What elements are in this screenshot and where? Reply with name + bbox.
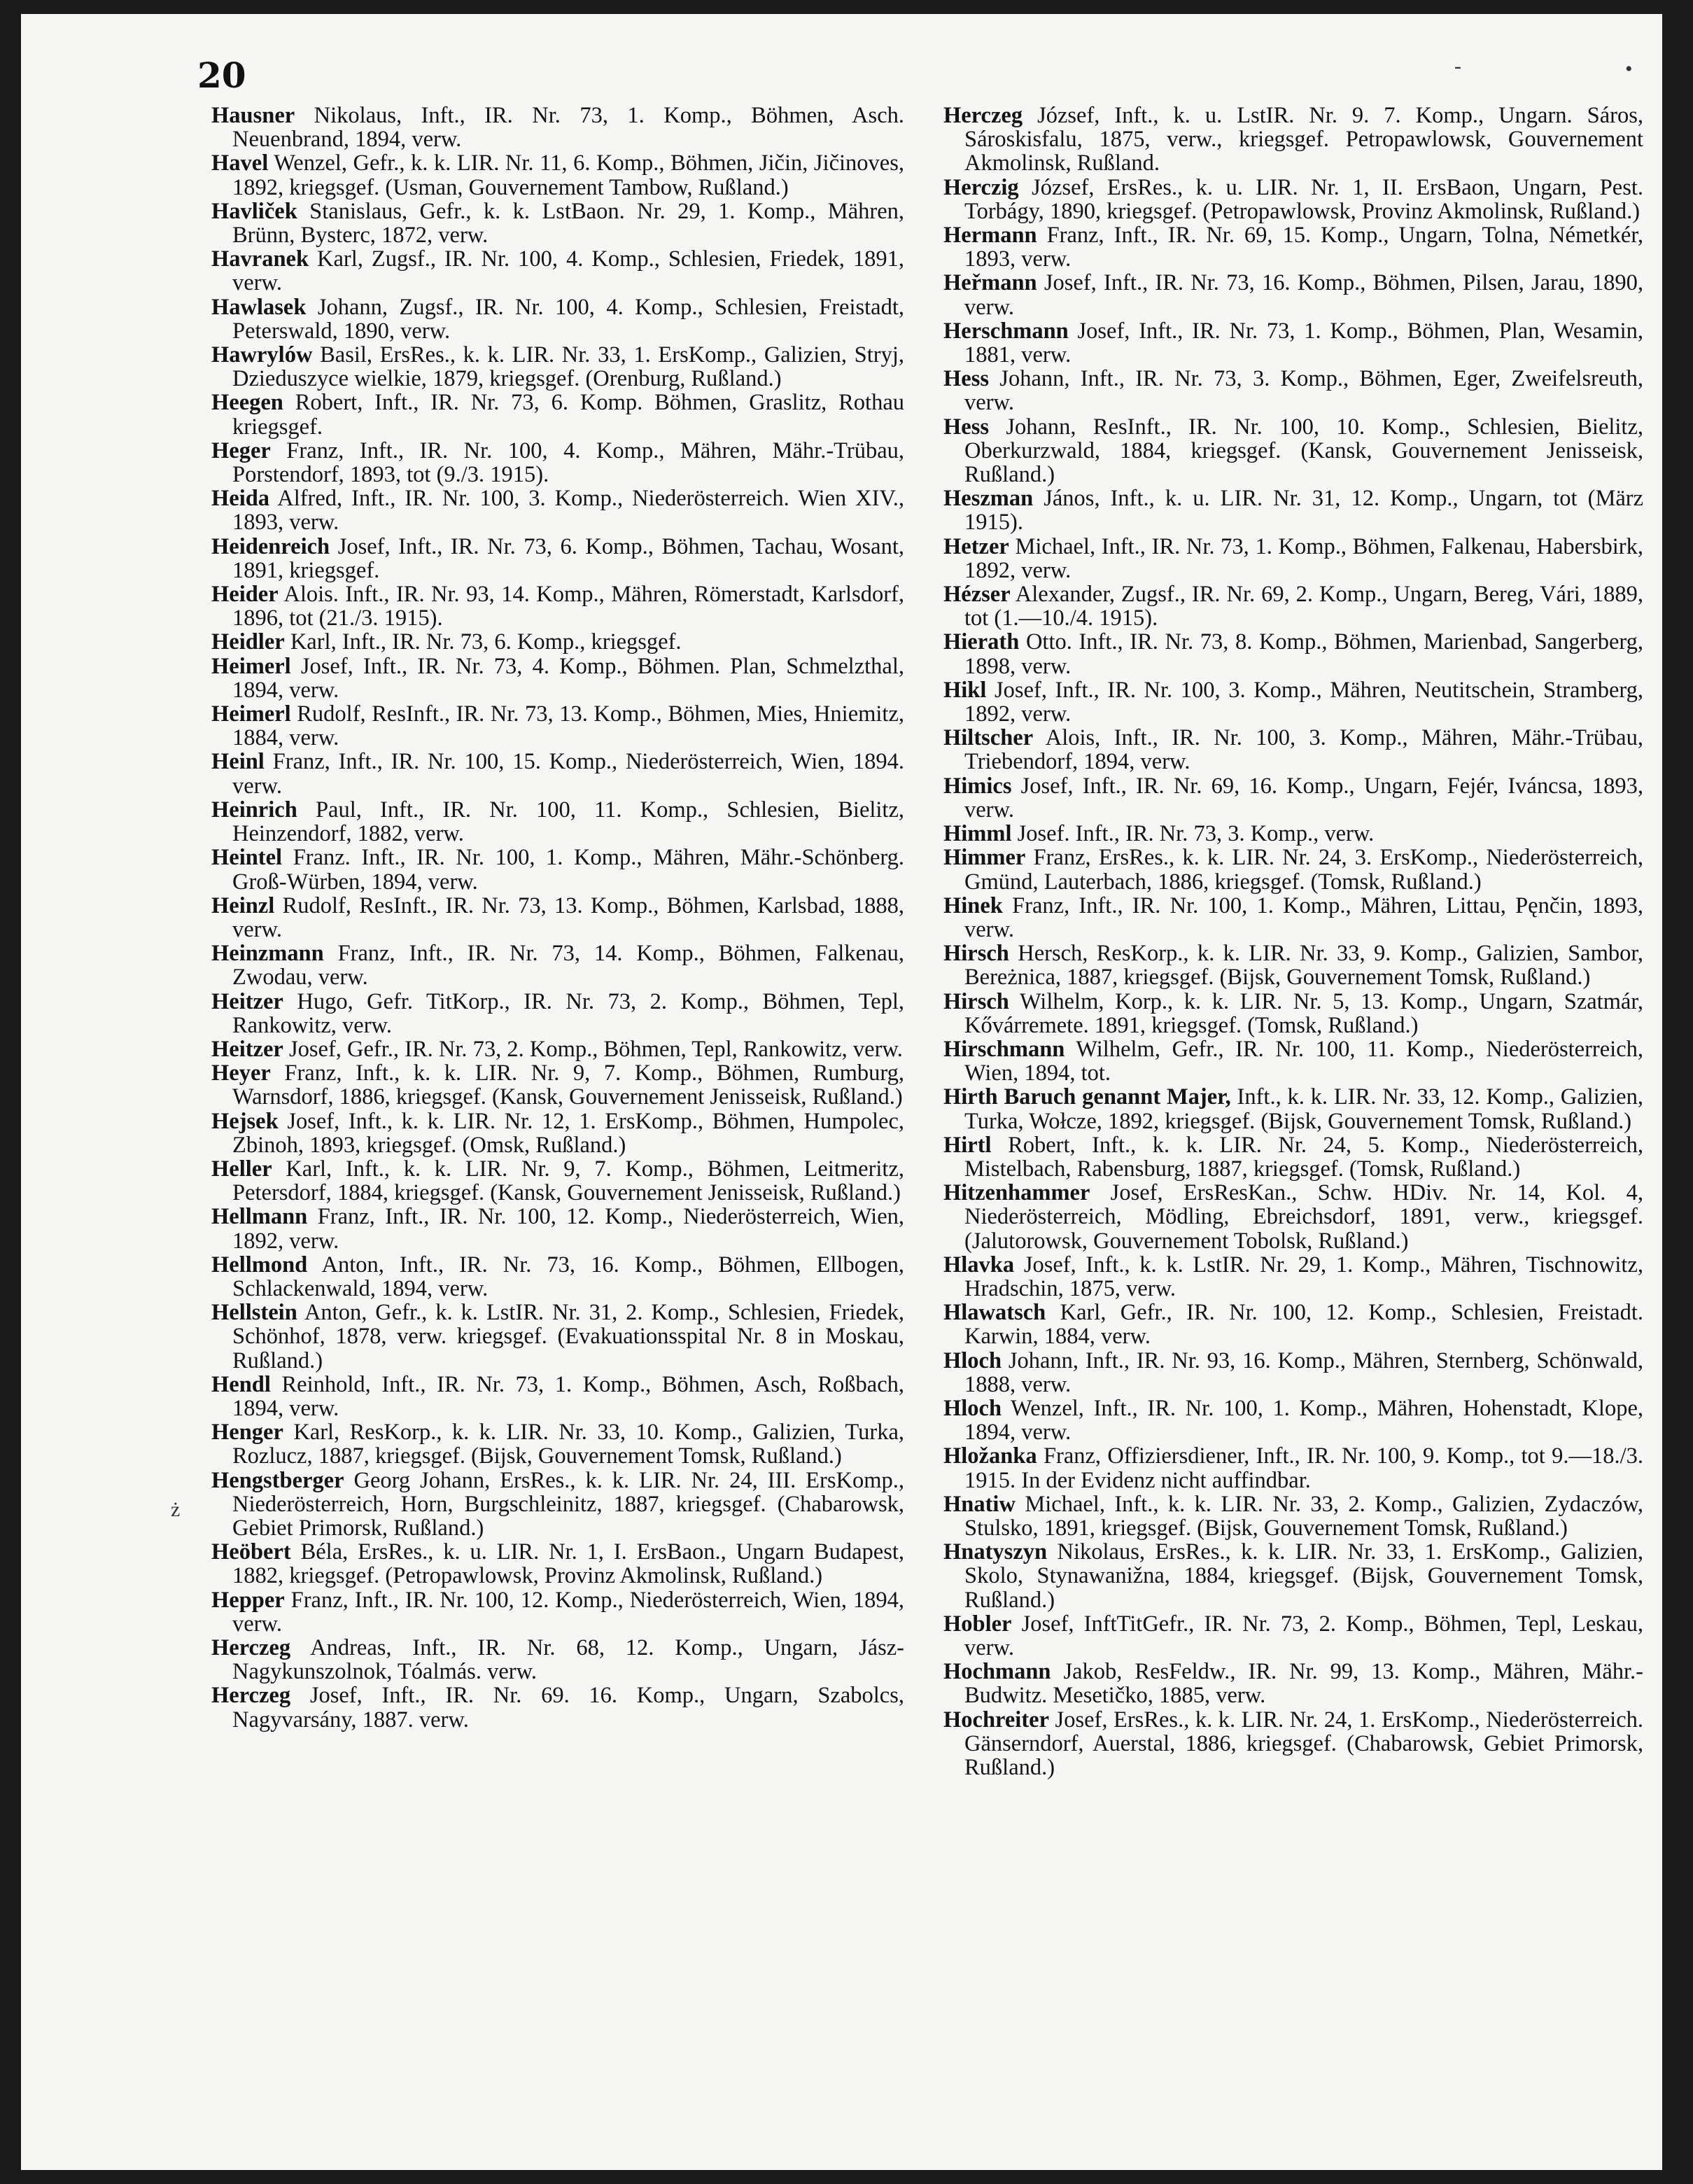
entry-details: Otto. Inft., IR. Nr. 73, 8. Komp., Böhmen, Marienbad, Sangerberg, 1898, verw. — [964, 629, 1643, 679]
register-entry — [943, 104, 1643, 176]
register-entry — [211, 1301, 904, 1373]
register-entry — [211, 582, 904, 630]
entry-surname: Heöbert — [211, 1539, 291, 1565]
entry-details: Béla, ErsRes., k. u. LIR. Nr. 1, I. ErsBaon., Ungarn Budapest, 1882, kriegsgef. (Petropawlowsk, Provinz Akmolinsk, Rußland.) — [232, 1539, 905, 1589]
entry-surname: Herczig — [943, 174, 1019, 200]
register-entry — [943, 415, 1643, 487]
entry-details: János, Inft., k. u. LIR. Nr. 31, 12. Komp., Ungarn, tot (März 1915). — [964, 486, 1644, 536]
entry-details: Josef, Inft., IR. Nr. 73, 16. Komp., Böhmen, Pilsen, Jarau, 1890, verw. — [964, 270, 1643, 320]
entry-surname: Hierath — [943, 629, 1020, 655]
entry-surname: Heimerl — [211, 701, 291, 727]
register-entry — [211, 1157, 904, 1205]
register-entry — [211, 990, 904, 1037]
entry-surname: Havliček — [211, 198, 297, 224]
register-entry — [943, 678, 1643, 726]
entry-details: Josef, Inft., IR. Nr. 73, 6. Komp., Böhmen, Tachau, Wosant, 1891, kriegsgef. — [232, 533, 905, 583]
register-entry — [211, 104, 904, 151]
entry-surname: Heider — [211, 582, 279, 608]
entry-surname: Heyer — [211, 1060, 271, 1086]
entry-surname: Hloch — [943, 1348, 1002, 1373]
entry-surname: Hess — [943, 366, 989, 392]
entry-surname: Herczeg — [211, 1683, 291, 1709]
register-entry — [211, 295, 904, 343]
register-entry — [211, 343, 904, 391]
entry-details: Rudolf, ResInft., IR. Nr. 73, 13. Komp., Böhmen, Mies, Hniemitz, 1884, verw. — [232, 701, 905, 751]
register-entry — [943, 1612, 1643, 1660]
margin-dash-mark: - — [1454, 55, 1461, 78]
entry-surname: Hengstberger — [211, 1467, 344, 1493]
register-entry — [211, 654, 904, 702]
entry-details: Franz, Inft., IR. Nr. 100, 15. Komp., Niederösterreich, Wien, 1894. verw. — [232, 749, 905, 799]
register-entry — [211, 1205, 904, 1252]
entry-details: Karl, Gefr., IR. Nr. 100, 12. Komp., Schlesien, Freistadt. Karwin, 1884, verw. — [964, 1300, 1643, 1350]
entry-surname: Heger — [211, 438, 271, 463]
entry-surname: Hirsch — [943, 941, 1009, 967]
register-entry — [211, 846, 904, 893]
entry-details: Karl, ResKorp., k. k. LIR. Nr. 33, 10. Komp., Galizien, Turka, Rozlucz, 1887, kriegsgef. (Bijsk, Gouvernement Tomsk, Rußland.) — [232, 1420, 904, 1469]
register-entry — [943, 367, 1643, 414]
entry-surname: Heidler — [211, 629, 285, 655]
entry-details: Josef, Inft., IR. Nr. 73, 1. Komp., Böhmen, Plan, Wesamin, 1881, verw. — [964, 318, 1644, 368]
entry-details: Jakob, ResFeldw., IR. Nr. 99, 13. Komp., Mähren, Mähr.-Budwitz. Mesetičko, 1885, verw. — [964, 1659, 1643, 1709]
entry-surname: Heimerl — [211, 653, 291, 679]
entry-surname: Hitzenhammer — [943, 1180, 1090, 1206]
register-entry — [943, 846, 1643, 893]
entry-details: Josef, ErsRes., k. k. LIR. Nr. 24, 1. ErsKomp., Niederösterreich. Gänserndorf, Auerstal, 1886, kriegsgef. (Chabarowsk, Gebiet Primorsk, Rußland.) — [964, 1707, 1644, 1781]
entry-details: Wenzel, Gefr., k. k. LIR. Nr. 11, 6. Komp., Böhmen, Jičin, Jičinoves, 1892, kriegsgef. (Usman, Gouvernement Tambow, Rußland.) — [232, 150, 904, 200]
entry-details: Josef, Inft., IR. Nr. 73, 4. Komp., Böhmen. Plan, Schmelzthal, 1894, verw. — [232, 653, 904, 703]
register-entry — [943, 1253, 1643, 1301]
entry-surname: Hikl — [943, 677, 987, 703]
register-entry — [943, 774, 1643, 822]
register-entry — [211, 535, 904, 582]
entry-surname: Hermann — [943, 223, 1037, 248]
entry-details: Paul, Inft., IR. Nr. 100, 11. Komp., Schlesien, Bielitz, Heinzendorf, 1882, verw. — [232, 797, 905, 847]
entry-surname: Hlawatsch — [943, 1300, 1046, 1326]
document-page — [21, 14, 1662, 2170]
entry-surname: Heitzer — [211, 988, 283, 1014]
register-entry — [211, 1684, 904, 1731]
entry-details: Wilhelm, Korp., k. k. LIR. Nr. 5, 13. Komp., Ungarn, Szatmár, Kővárremete. 1891, kriegsgef. (Tomsk, Rußland.) — [964, 988, 1643, 1038]
entry-details: Reinhold, Inft., IR. Nr. 73, 1. Komp., Böhmen, Asch, Roßbach, 1894, verw. — [232, 1371, 905, 1421]
register-entry — [943, 894, 1643, 941]
register-entry — [943, 176, 1643, 223]
register-entry — [943, 630, 1643, 678]
entry-details: Josef, Inft., k. k. LstIR. Nr. 29, 1. Komp., Mähren, Tischnowitz, Hradschin, 1875, verw. — [964, 1252, 1644, 1301]
entry-surname: Himmer — [943, 845, 1026, 871]
register-entry — [211, 941, 904, 989]
register-entry — [943, 1396, 1643, 1444]
entry-details: Anton, Inft., IR. Nr. 73, 16. Komp., Böhmen, Ellbogen, Schlackenwald, 1894, verw. — [232, 1252, 904, 1301]
entry-details: Franz, Inft., IR. Nr. 100, 12. Komp., Niederösterreich, Wien, 1892, verw. — [232, 1204, 904, 1254]
register-entry — [211, 750, 904, 797]
register-entry — [943, 535, 1643, 582]
entry-surname: Henger — [211, 1420, 283, 1446]
entry-details: Andreas, Inft., IR. Nr. 68, 12. Komp., Ungarn, Jász-Nagykunszolnok, Tóalmás. verw. — [232, 1635, 904, 1685]
register-entry — [211, 630, 904, 654]
entry-details: Robert, Inft., IR. Nr. 73, 6. Komp. Böhmen, Graslitz, Rothau kriegsgef. — [232, 390, 904, 440]
entry-details: Josef, Inft., IR. Nr. 100, 3. Komp., Mähren, Neutitschein, Stramberg, 1892, verw. — [964, 677, 1644, 727]
register-entry — [943, 486, 1643, 534]
entry-surname: Hochreiter — [943, 1707, 1049, 1732]
entry-surname: Himml — [943, 821, 1012, 847]
entry-surname: Hlavka — [943, 1252, 1015, 1278]
entry-surname: Hawrylów — [211, 342, 313, 368]
entry-surname: Hirschmann — [943, 1036, 1065, 1062]
register-entry — [211, 798, 904, 846]
register-entry — [943, 1037, 1643, 1085]
entry-details: Wilhelm, Gefr., IR. Nr. 100, 11. Komp., Niederösterreich, Wien, 1894, tot. — [964, 1036, 1643, 1086]
entry-surname: Hložanka — [943, 1443, 1037, 1469]
register-entry — [211, 1253, 904, 1301]
entry-details: Josef, Inft., k. k. LIR. Nr. 12, 1. ErsKomp., Böhmen, Humpolec, Zbinoh, 1893, kriegsgef. (Omsk, Rußland.) — [232, 1108, 905, 1158]
entry-details: Karl, Inft., IR. Nr. 73, 6. Komp., kriegsgef. — [290, 629, 682, 655]
entry-details: Alois, Inft., IR. Nr. 100, 3. Komp., Mähren, Mähr.-Trübau, Triebendorf, 1894, verw. — [964, 725, 1643, 775]
entry-surname: Hloch — [943, 1395, 1002, 1421]
entry-surname: Heřmann — [943, 270, 1037, 296]
entry-surname: Herczeg — [943, 103, 1023, 128]
entry-surname: Heinzmann — [211, 941, 324, 967]
entry-details: Johann, ResInft., IR. Nr. 100, 10. Komp., Schlesien, Bielitz, Oberkurzwald, 1884, kriegsgef. (Kansk, Gouvernement Jenisseisk, Rußland.) — [964, 414, 1644, 488]
register-entry — [943, 990, 1643, 1037]
entry-details: Josef, ErsResKan., Schw. HDiv. Nr. 14, Kol. 4, Niederösterreich, Mödling, Ebreichsdorf, 1891, verw., kriegsgef. (Jalutorowsk, Gouvernement Tobolsk, Rußland.) — [964, 1180, 1643, 1254]
entry-details: Josef. Inft., IR. Nr. 73, 3. Komp., verw. — [1017, 821, 1375, 847]
entry-surname: Hirth Baruch genannt Majer, — [943, 1084, 1231, 1110]
register-entry — [211, 439, 904, 486]
register-entry — [943, 1444, 1643, 1492]
entry-details: Wenzel, Inft., IR. Nr. 100, 1. Komp., Mähren, Hohenstadt, Klope, 1894, verw. — [964, 1395, 1644, 1446]
entry-surname: Heinrich — [211, 797, 297, 822]
entry-surname: Hepper — [211, 1587, 285, 1613]
entry-details: Franz, Inft., IR. Nr. 100, 1. Komp., Mähren, Littau, Pęnčin, 1893, verw. — [964, 892, 1643, 942]
entry-details: Georg Johann, ErsRes., k. k. LIR. Nr. 24, III. ErsKomp., Niederösterreich, Horn, Burgschleinitz, 1887, kriegsgef. (Chabarowsk, Gebiet Primorsk, Rußland.) — [232, 1467, 905, 1541]
entry-details: Nikolaus, Inft., IR. Nr. 73, 1. Komp., Böhmen, Asch. Neuenbrand, 1894, verw. — [232, 103, 904, 153]
register-entry — [211, 247, 904, 295]
entry-surname: Hnatyszyn — [943, 1539, 1048, 1565]
register-entry — [943, 1492, 1643, 1540]
entry-surname: Hellmond — [211, 1252, 308, 1278]
register-entry — [211, 391, 904, 438]
entry-details: Josef, Inft., IR. Nr. 69, 16. Komp., Ungarn, Fejér, Iváncsa, 1893, verw. — [964, 773, 1643, 822]
entry-details: Franz, Offiziersdiener, Inft., IR. Nr. 100, 9. Komp., tot 9.—18./3. 1915. In der Evidenz nicht auffindbar. — [964, 1443, 1643, 1493]
register-entry — [211, 1061, 904, 1109]
entry-surname: Hirsch — [943, 988, 1009, 1014]
entry-details: József, Inft., k. u. LstIR. Nr. 9. 7. Komp., Ungarn. Sáros, Sároskisfalu, 1875, verw., kriegsgef. Petropawlowsk, Gouvernement Akmolinsk, Rußland. — [964, 103, 1644, 176]
entry-surname: Hetzer — [943, 533, 1009, 559]
entry-details: Franz, Inft., IR. Nr. 100, 4. Komp., Mähren, Mähr.-Trübau, Porstendorf, 1893, tot (9./3. 1915). — [232, 438, 904, 488]
register-entry — [943, 582, 1643, 630]
entry-details: Alexander, Zugsf., IR. Nr. 69, 2. Komp., Ungarn, Bereg, Vári, 1889, tot (1.—10./4. 1915). — [964, 582, 1643, 631]
entry-surname: Heegen — [211, 390, 283, 416]
register-entry — [211, 1110, 904, 1157]
entry-details: Franz, Inft., IR. Nr. 73, 14. Komp., Böhmen, Falkenau, Zwodau, verw. — [232, 941, 905, 990]
entry-details: Johann, Inft., IR. Nr. 93, 16. Komp., Mähren, Sternberg, Schönwald, 1888, verw. — [964, 1348, 1643, 1397]
register-entry — [943, 726, 1643, 774]
margin-left-mark: ż — [171, 1498, 181, 1521]
entry-surname: Hellmann — [211, 1204, 308, 1230]
register-entry — [211, 1588, 904, 1636]
entry-surname: Hinek — [943, 892, 1003, 918]
entry-details: Franz. Inft., IR. Nr. 100, 1. Komp., Mähren, Mähr.-Schönberg. Groß-Würben, 1894, verw. — [232, 845, 904, 895]
register-entry — [211, 1469, 904, 1541]
entry-surname: Hejsek — [211, 1108, 279, 1134]
entry-surname: Herschmann — [943, 318, 1069, 344]
entry-surname: Heidenreich — [211, 533, 330, 559]
entry-surname: Heller — [211, 1156, 272, 1182]
entry-surname: Hézser — [943, 582, 1011, 608]
entry-details: Johann, Inft., IR. Nr. 73, 3. Komp., Böhmen, Eger, Zweifelsreuth, verw. — [964, 366, 1644, 416]
entry-surname: Himics — [943, 773, 1012, 799]
register-entry — [211, 486, 904, 534]
entry-details: Franz, ErsRes., k. k. LIR. Nr. 24, 3. ErsKomp., Niederösterreich, Gmünd, Lauterbach, 1886, kriegsgef. (Tomsk, Rußland.) — [964, 845, 1644, 895]
margin-dot-mark: • — [1625, 57, 1633, 80]
entry-surname: Hendl — [211, 1371, 271, 1397]
register-entry — [211, 151, 904, 199]
entry-surname: Heintel — [211, 845, 283, 871]
entry-details: Robert, Inft., k. k. LIR. Nr. 24, 5. Komp., Niederösterreich, Mistelbach, Rabensburg, 1887, kriegsgef. (Tomsk, Rußland.) — [964, 1132, 1643, 1182]
entry-surname: Hobler — [943, 1611, 1012, 1637]
register-entry — [211, 1636, 904, 1684]
entry-details: Josef, Inft., IR. Nr. 69. 16. Komp., Ungarn, Szabolcs, Nagyvarsány, 1887. verw. — [232, 1683, 904, 1732]
entry-surname: Hochmann — [943, 1659, 1051, 1685]
register-entry — [943, 271, 1643, 318]
register-entry — [943, 1085, 1643, 1133]
entry-surname: Hellstein — [211, 1300, 297, 1326]
entry-details: Franz, Inft., k. k. LIR. Nr. 9, 7. Komp., Böhmen, Rumburg, Warnsdorf, 1886, kriegsgef. (Kansk, Gouvernement Jenisseisk, Rußland.) — [232, 1060, 905, 1110]
register-entry — [943, 1181, 1643, 1253]
entry-details: Stanislaus, Gefr., k. k. LstBaon. Nr. 29, 1. Komp., Mähren, Brünn, Bysterc, 1872, verw. — [232, 198, 905, 248]
entry-details: Franz, Inft., IR. Nr. 69, 15. Komp., Ungarn, Tolna, Németkér, 1893, verw. — [964, 223, 1644, 272]
register-entry — [943, 1301, 1643, 1348]
register-entry — [943, 1708, 1643, 1780]
entry-surname: Heinl — [211, 749, 265, 775]
entry-surname: Havranek — [211, 246, 309, 272]
register-entry — [943, 1349, 1643, 1396]
register-entry — [943, 822, 1643, 846]
entry-details: Karl, Zugsf., IR. Nr. 100, 4. Komp., Schlesien, Friedek, 1891, verw. — [232, 246, 905, 296]
entry-surname: Hiltscher — [943, 725, 1034, 751]
entry-details: Anton, Gefr., k. k. LstIR. Nr. 31, 2. Komp., Schlesien, Friedek, Schönhof, 1878, verw. kriegsgef. (Evakuationsspital Nr. 8 in Moskau, Rußland.) — [232, 1300, 904, 1373]
entry-surname: Heinzl — [211, 892, 275, 918]
entry-surname: Heida — [211, 486, 270, 512]
entry-surname: Hawlasek — [211, 294, 307, 320]
entry-details: Josef, Gefr., IR. Nr. 73, 2. Komp., Böhmen, Tepl, Rankowitz, verw. — [288, 1036, 903, 1062]
register-entry — [943, 1133, 1643, 1181]
entry-details: Hugo, Gefr. TitKorp., IR. Nr. 73, 2. Komp., Böhmen, Tepl, Rankowitz, verw. — [232, 988, 905, 1038]
left-column — [211, 104, 904, 1732]
entry-surname: Hausner — [211, 103, 295, 128]
entry-details: Alois. Inft., IR. Nr. 93, 14. Komp., Mähren, Römerstadt, Karlsdorf, 1896, tot (21./3. 1915). — [232, 582, 904, 631]
register-entry — [943, 1540, 1643, 1612]
entry-surname: Herczeg — [211, 1635, 291, 1660]
entry-details: Franz, Inft., IR. Nr. 100, 12. Komp., Niederösterreich, Wien, 1894, verw. — [232, 1587, 905, 1637]
entry-surname: Heitzer — [211, 1036, 283, 1062]
register-entry — [943, 319, 1643, 367]
register-entry — [211, 1373, 904, 1420]
register-entry — [211, 702, 904, 750]
entry-details: Karl, Inft., k. k. LIR. Nr. 9, 7. Komp., Böhmen, Leitmeritz, Petersdorf, 1884, kriegsgef. (Kansk, Gouvernement Jenisseisk, Rußland.) — [232, 1156, 904, 1206]
entry-surname: Heszman — [943, 486, 1034, 512]
register-entry — [943, 223, 1643, 271]
register-entry — [211, 200, 904, 247]
entry-surname: Hess — [943, 414, 989, 440]
register-entry — [943, 941, 1643, 989]
entry-surname: Havel — [211, 150, 269, 176]
entry-details: Nikolaus, ErsRes., k. k. LIR. Nr. 33, 1. ErsKomp., Galizien, Skolo, Stynawanižna, 1884, kriegsgef. (Bijsk, Gouvernement Tomsk, Rußland.) — [964, 1539, 1644, 1613]
entry-surname: Hnatiw — [943, 1491, 1016, 1517]
right-column — [943, 104, 1643, 1779]
entry-details: Johann, Zugsf., IR. Nr. 100, 4. Komp., Schlesien, Freistadt, Peterswald, 1890, verw. — [232, 294, 905, 344]
entry-details: Michael, Inft., IR. Nr. 73, 1. Komp., Böhmen, Falkenau, Habersbirk, 1892, verw. — [964, 533, 1644, 583]
entry-details: Josef, InftTitGefr., IR. Nr. 73, 2. Komp., Böhmen, Tepl, Leskau, verw. — [964, 1611, 1643, 1660]
entry-details: Rudolf, ResInft., IR. Nr. 73, 13. Komp., Böhmen, Karlsbad, 1888, verw. — [232, 892, 904, 942]
entry-details: Basil, ErsRes., k. k. LIR. Nr. 33, 1. ErsKomp., Galizien, Stryj, Dzieduszyce wielkie, 1879, kriegsgef. (Orenburg, Rußland.) — [232, 342, 905, 392]
entry-surname: Hirtl — [943, 1132, 992, 1158]
entry-details: Alfred, Inft., IR. Nr. 100, 3. Komp., Niederösterreich. Wien XIV., 1893, verw. — [232, 486, 904, 536]
register-entry — [211, 1540, 904, 1588]
entry-details: József, ErsRes., k. u. LIR. Nr. 1, II. ErsBaon, Ungarn, Pest. Torbágy, 1890, kriegsgef. (Petropawlowsk, Provinz Akmolinsk, Rußland.) — [964, 174, 1644, 224]
register-entry — [211, 1420, 904, 1468]
entry-details: Michael, Inft., k. k. LIR. Nr. 33, 2. Komp., Galizien, Zydaczów, Stulsko, 1891, kriegsgef. (Bijsk, Gouvernement Tomsk, Rußland.) — [964, 1491, 1643, 1541]
entry-details: Hersch, ResKorp., k. k. LIR. Nr. 33, 9. Komp., Galizien, Sambor, Bereżnica, 1887, kriegsgef. (Bijsk, Gouvernement Tomsk, Rußland.) — [964, 941, 1644, 990]
register-entry — [211, 894, 904, 941]
register-entry — [211, 1037, 904, 1061]
entry-details: Inft., k. k. LIR. Nr. 33, 12. Komp., Galizien, Turka, Wołcze, 1892, kriegsgef. (Bijsk, Gouvernement Tomsk, Rußland.) — [964, 1084, 1643, 1134]
page-number: 20 — [197, 55, 246, 96]
register-entry — [943, 1660, 1643, 1707]
